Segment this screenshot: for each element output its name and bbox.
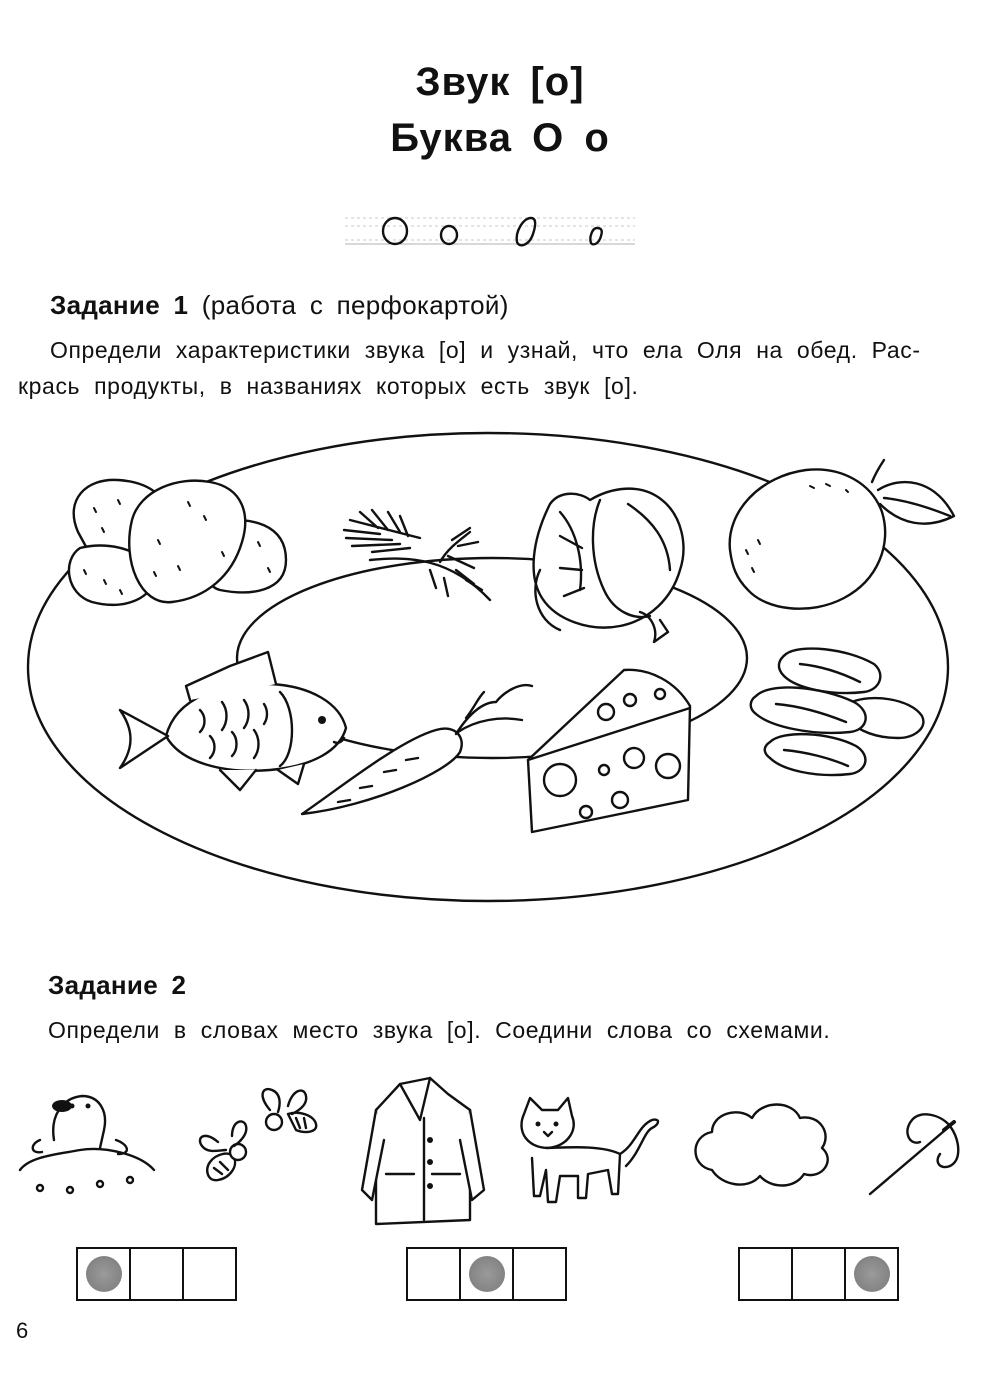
cheese-icon <box>528 670 690 832</box>
needle-icon <box>870 1114 958 1194</box>
potato-icon <box>69 480 286 605</box>
task2-text: Определи в словах место звука [о]. Соедини слова со схемами. <box>48 1017 831 1043</box>
task2-label: Задание 2 <box>48 970 187 1000</box>
cat-icon <box>521 1098 658 1202</box>
task1-text-line1: Определи характеристики звука [о] и узнай, что ела Оля на обед. Рас- <box>50 337 921 363</box>
task2-pictures <box>0 1070 1000 1240</box>
vowel-dot <box>86 1256 122 1292</box>
scheme-cell <box>791 1247 846 1301</box>
scheme-cell <box>512 1247 567 1301</box>
coat-icon <box>362 1078 484 1224</box>
cloud-icon <box>696 1105 828 1186</box>
sound-scheme-1[interactable] <box>76 1247 237 1301</box>
vowel-dot <box>469 1256 505 1292</box>
task1-note: (работа с перфокартой) <box>201 290 509 320</box>
scheme-cell <box>738 1247 793 1301</box>
mole-icon <box>20 1096 154 1193</box>
fish-icon <box>120 652 346 790</box>
scheme-cell <box>182 1247 237 1301</box>
scheme-cell <box>76 1247 131 1301</box>
vowel-dot <box>854 1256 890 1292</box>
sound-scheme-2[interactable] <box>406 1247 567 1301</box>
scheme-cell <box>129 1247 184 1301</box>
scheme-cell <box>459 1247 514 1301</box>
task1-heading <box>50 290 509 321</box>
cabbage-icon <box>534 489 684 642</box>
wasps-icon <box>200 1089 316 1180</box>
sound-scheme-3[interactable] <box>738 1247 899 1301</box>
letter-writing-sample <box>345 212 635 252</box>
task1-text-line2: крась продукты, в названиях которых есть звук [о]. <box>18 373 639 399</box>
scheme-cell <box>844 1247 899 1301</box>
task2-heading <box>48 970 186 1001</box>
dill-icon <box>344 510 490 600</box>
plate-illustration <box>0 420 1000 920</box>
scheme-cell <box>406 1247 461 1301</box>
page-title-sound: Звук [о] <box>415 60 585 104</box>
carrot-icon <box>302 685 532 814</box>
task1-label: Задание 1 <box>50 290 189 320</box>
page-title-letter: Буква О о <box>390 116 610 160</box>
cookies-icon <box>751 649 924 775</box>
page-number: 6 <box>16 1318 29 1343</box>
